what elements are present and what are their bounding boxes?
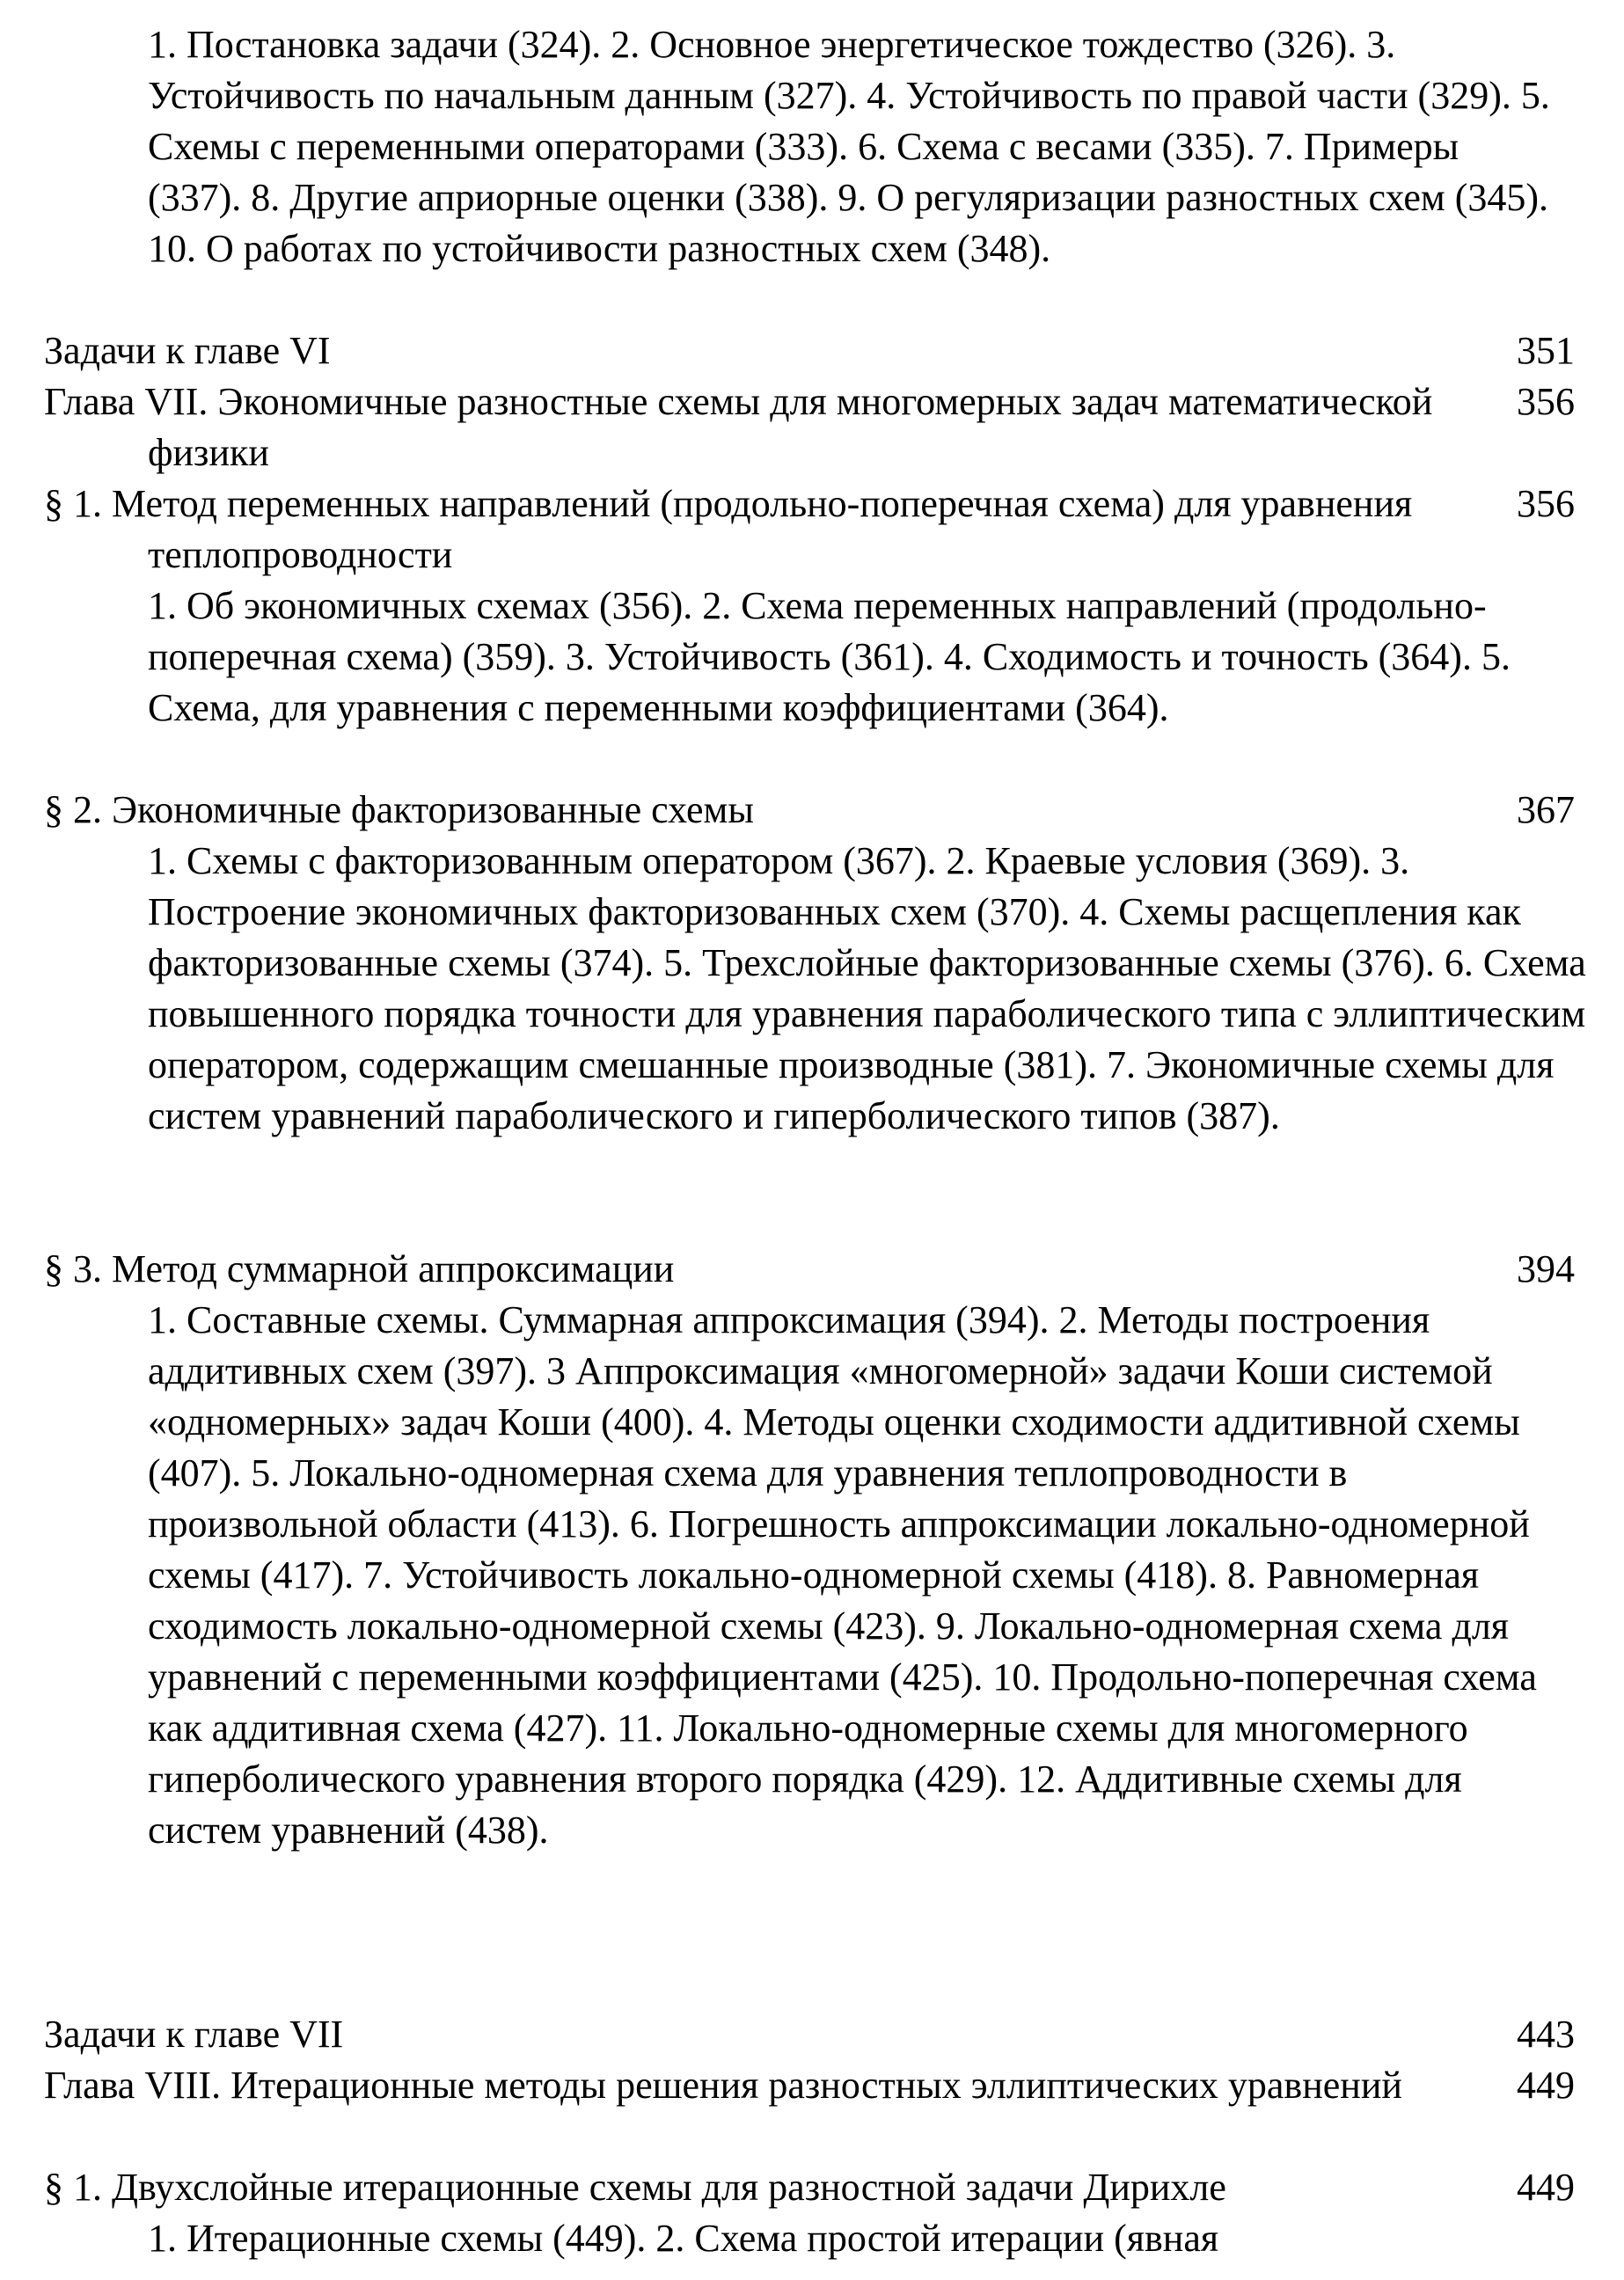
entry-description-text: 1. Схемы с факторизованным оператором (367). 2. Краевые условия (369). 3. Построение экономичных факторизованных схем (370). 4. Схемы расщепления как факторизованные схемы (374). 5. Трехслойные факторизованные схемы (376). 6. Схема повышенного порядка точности для уравнения параболического типа с эллиптическим оператором, содержащим смешанные производные (381). 7. Экономичные схемы для систем уравнений параболического и гиперболического типов (387). <box>148 839 1586 1137</box>
entry-page-number: 351 <box>1517 329 1575 372</box>
entry-title: Глава VIII. Итерационные методы решения разностных эллиптических уравнений <box>44 2064 1402 2107</box>
entry-description-text: 1. Составные схемы. Суммарная аппроксимация (394). 2. Методы построения аддитивных схем (397). 3 Аппроксимация «многомерной» задачи Коши системой «одномерных» задач Коши (400). 4. Методы оценки сходимости аддитивной схемы (407). 5. Локально-одномерная схема для уравнения теплопроводности в произвольной области (413). 6. Погрешность аппроксимации локально-одномерной схемы (417). 7. Устойчивость локально-одномерной схемы (418). 8. Равномерная сходимость локально-одномерной схемы (423). 9. Локально-одномерная схема для уравнений с переменными коэффициентами (425). 10. Продольно-поперечная схема как аддитивная схема (427). 11. Локально-одномерные схемы для многомерного гиперболического уравнения второго порядка (429). 12. Аддитивные схемы для систем уравнений (438). <box>148 1298 1537 1852</box>
entry-description-text: 1. Итерационные схемы (449). 2. Схема простой итерации (явная <box>148 2217 1219 2260</box>
entry-title: § 2. Экономичные факторизованные схемы <box>44 788 754 831</box>
entry-title: Задачи к главе VII <box>44 2013 344 2056</box>
entry-page-number: 449 <box>1517 2064 1575 2107</box>
entry-title: § 3. Метод суммарной аппроксимации <box>44 1247 675 1290</box>
entry-title: Задачи к главе VI <box>44 329 331 372</box>
entry-page-number: 449 <box>1517 2166 1575 2209</box>
entry-page-number: 443 <box>1517 2013 1575 2056</box>
entry-page-number: 367 <box>1517 788 1575 831</box>
entry-page-number: 394 <box>1517 1247 1575 1290</box>
entry-title: Глава VII. Экономичные разностные схемы для многомерных задач математической физики <box>44 380 1433 474</box>
entry-title: § 1. Метод переменных направлений (продольно-поперечная схема) для уравнения теплопроводности <box>44 482 1413 576</box>
entry-page-number: 356 <box>1517 380 1575 423</box>
entry-page-number: 356 <box>1517 482 1575 525</box>
entry-title: § 1. Двухслойные итерационные схемы для разностной задачи Дирихле <box>44 2166 1226 2209</box>
entry-description-text: 1. Об экономичных схемах (356). 2. Схема переменных направлений (продольно-поперечная схема) (359). 3. Устойчивость (361). 4. Сходимость и точность (364). 5. Схема, для уравнения с переменными коэффициентами (364). <box>148 584 1511 729</box>
entry-description-text: 1. Постановка задачи (324). 2. Основное энергетическое тождество (326). 3. Устойчивость по начальным данным (327). 4. Устойчивость по правой части (329). 5. Схемы с переменными операторами (333). 6. Схема с весами (335). 7. Примеры (337). 8. Другие априорные оценки (338). 9. О регуляризации разностных схем (345). 10. О работах по устойчивости разностных схем (348). <box>148 23 1550 270</box>
